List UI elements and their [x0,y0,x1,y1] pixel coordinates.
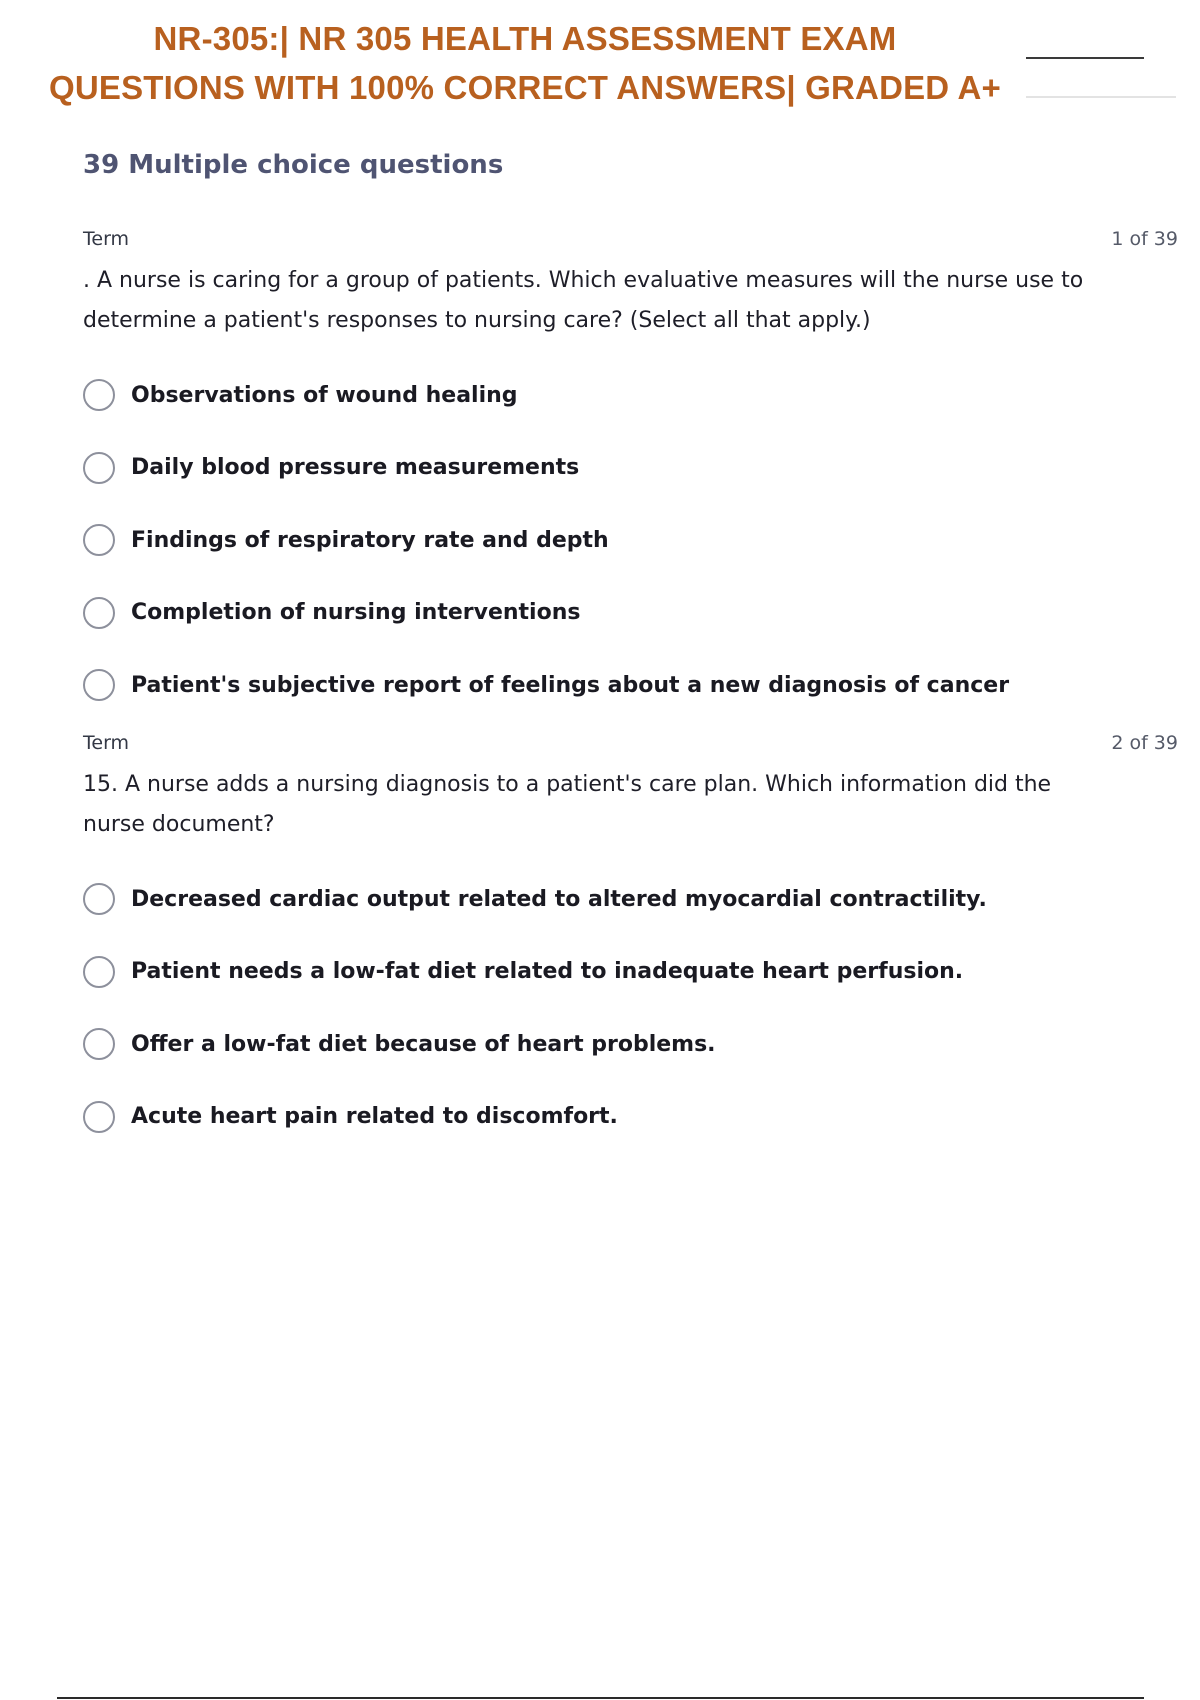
answer-options [83,359,1178,722]
title-underline-rule [1026,57,1144,59]
answer-option-label: Findings of respiratory rate and depth [131,527,609,553]
radio-button-icon[interactable] [83,597,115,629]
radio-button-icon[interactable] [83,669,115,701]
title-underline-rule-light [1026,96,1176,98]
answer-option[interactable] [83,577,1178,650]
answer-option-label: Observations of wound healing [131,382,518,408]
radio-button-icon[interactable] [83,379,115,411]
radio-button-icon[interactable] [83,524,115,556]
answer-option-label: Patient's subjective report of feelings about a new diagnosis of cancer [131,672,1010,698]
document-title-line-2: QUESTIONS WITH 100% CORRECT ANSWERS| GRADED A+ [48,69,1001,106]
answer-option[interactable] [83,1008,1178,1081]
question-counter: 1 of 39 [1111,228,1178,250]
answer-option-label: Offer a low-fat diet because of heart problems. [131,1031,716,1057]
answer-option[interactable] [83,504,1178,577]
answer-option[interactable] [83,432,1178,505]
answer-option-label: Daily blood pressure measurements [131,455,580,481]
radio-button-icon[interactable] [83,883,115,915]
question-counter: 2 of 39 [1111,732,1178,754]
answer-option[interactable] [83,863,1178,936]
term-header [83,730,1178,760]
document-title [30,14,1020,112]
answer-option[interactable] [83,359,1178,432]
question-card-2 [83,730,1178,1153]
radio-button-icon[interactable] [83,452,115,484]
term-label: Term [83,732,130,754]
term-header [83,226,1178,256]
page-footer-rule [57,1697,1144,1699]
radio-button-icon[interactable] [83,1028,115,1060]
radio-button-icon[interactable] [83,956,115,988]
question-set-heading: 39 Multiple choice questions [83,150,504,180]
answer-option[interactable] [83,1081,1178,1154]
answer-options [83,863,1178,1153]
answer-option-label: Patient needs a low-fat diet related to inadequate heart perfusion. [131,959,964,985]
answer-option-label: Acute heart pain related to discomfort. [131,1104,618,1130]
term-label: Term [83,228,130,250]
question-card-1 [83,226,1178,722]
answer-option[interactable] [83,936,1178,1009]
radio-button-icon[interactable] [83,1101,115,1133]
answer-option-label: Completion of nursing interventions [131,600,581,626]
answer-option-label: Decreased cardiac output related to altered myocardial contractility. [131,886,987,912]
document-title-line-1: NR-305:| NR 305 HEALTH ASSESSMENT EXAM [153,20,897,57]
answer-option[interactable] [83,649,1178,722]
question-prompt: . A nurse is caring for a group of patients. Which evaluative measures will the nurse use to determine a patient's responses to nursing care? (Select all that apply.) [83,268,1084,333]
question-prompt: 15. A nurse adds a nursing diagnosis to a patient's care plan. Which information did the nurse document? [83,772,1052,837]
